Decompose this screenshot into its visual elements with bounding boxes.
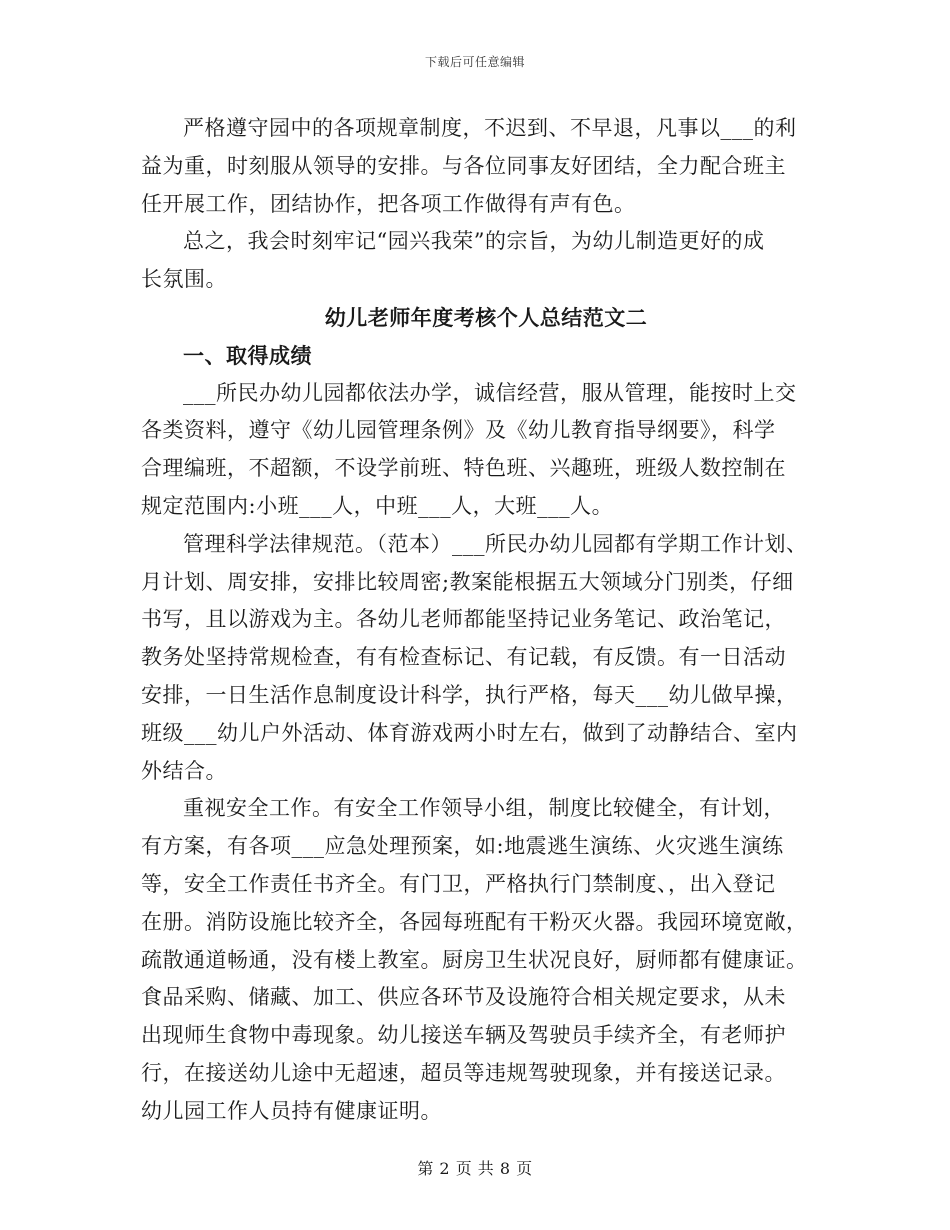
paragraph-safety — [141, 790, 831, 1130]
text-line: 食品采购、储藏、加工、供应各环节及设施符合相关规定要求，从未 — [141, 985, 786, 1010]
paragraph-compliance — [141, 375, 831, 526]
section-title: 幼儿老师年度考核个人总结范文二 — [324, 304, 648, 330]
text-line: 总之，我会时刻牢记“园兴我荣”的宗旨，为幼儿制造更好的成 — [183, 229, 765, 254]
text-line: 幼儿园工作人员持有健康证明。 — [141, 1098, 442, 1123]
text-line: 月计划、周安排，安排比较周密;教案能根据五大领域分门别类，仔细 — [141, 569, 794, 594]
text-line: 严格遵守园中的各项规章制度，不迟到、不早退，凡事以___的利 — [183, 116, 797, 140]
paragraph-conclusion — [141, 223, 831, 299]
page-header: 下载后可任意编辑 — [424, 55, 525, 69]
text-line: 外结合。 — [141, 758, 227, 783]
text-line: 重视安全工作。有安全工作领导小组，制度比较健全，有计划， — [183, 796, 785, 821]
text-line: 班级___幼儿户外活动、体育游戏两小时左右，做到了动静结合、室内 — [141, 720, 798, 745]
paragraph-rules — [141, 110, 831, 223]
text-line: 安排，一日生活作息制度设计科学，执行严格，每天___幼儿做早操， — [141, 682, 798, 707]
document-body — [141, 110, 831, 1131]
text-line: 管理科学法律规范。（范本）___所民办幼儿园都有学期工作计划、 — [183, 531, 808, 556]
text-line: 益为重，时刻服从领导的安排。与各位同事友好团结，全力配合班主 — [141, 153, 786, 178]
text-line: ___所民办幼儿园都依法办学，诚信经营，服从管理，能按时上交 — [183, 380, 797, 405]
text-line: 书写，且以游戏为主。各幼儿老师都能坚持记业务笔记、政治笔记， — [141, 607, 786, 632]
page-number-footer: 第 2 页 共 8 页 — [417, 1159, 533, 1178]
text-line: 疏散通道畅通，没有楼上教室。厨房卫生状况良好，厨师都有健康证。 — [141, 947, 808, 972]
text-line: 各类资料，遵守《幼儿园管理条例》及《幼儿教育指导纲要》，科学 — [141, 418, 776, 443]
text-line: 规定范围内:小班___人，中班___人，大班___人。 — [141, 493, 614, 518]
text-line: 出现师生食物中毒现象。幼儿接送车辆及驾驶员手续齐全，有老师护 — [141, 1023, 786, 1048]
text-line: 等，安全工作责任书齐全。有门卫，严格执行门禁制度、，出入登记 — [141, 871, 776, 896]
text-line: 任开展工作，团结协作，把各项工作做得有声有色。 — [141, 191, 636, 216]
paragraph-management — [141, 526, 831, 791]
text-line: 教务处坚持常规检查，有有检查标记、有记载，有反馈。有一日活动 — [141, 645, 786, 670]
heading-achievements: 一、取得成绩 — [183, 342, 312, 368]
text-line: 在册。消防设施比较齐全，各园每班配有干粉灭火器。我园环境宽敞， — [141, 909, 808, 934]
text-line: 行，在接送幼儿途中无超速，超员等违规驾驶现象，并有接送记录。 — [141, 1060, 786, 1085]
text-line: 长氛围。 — [141, 267, 227, 292]
text-line: 有方案，有各项___应急处理预案，如:地震逃生演练、火灾逃生演练 — [141, 834, 784, 859]
text-line: 合理编班，不超额，不设学前班、特色班、兴趣班，班级人数控制在 — [141, 456, 786, 481]
